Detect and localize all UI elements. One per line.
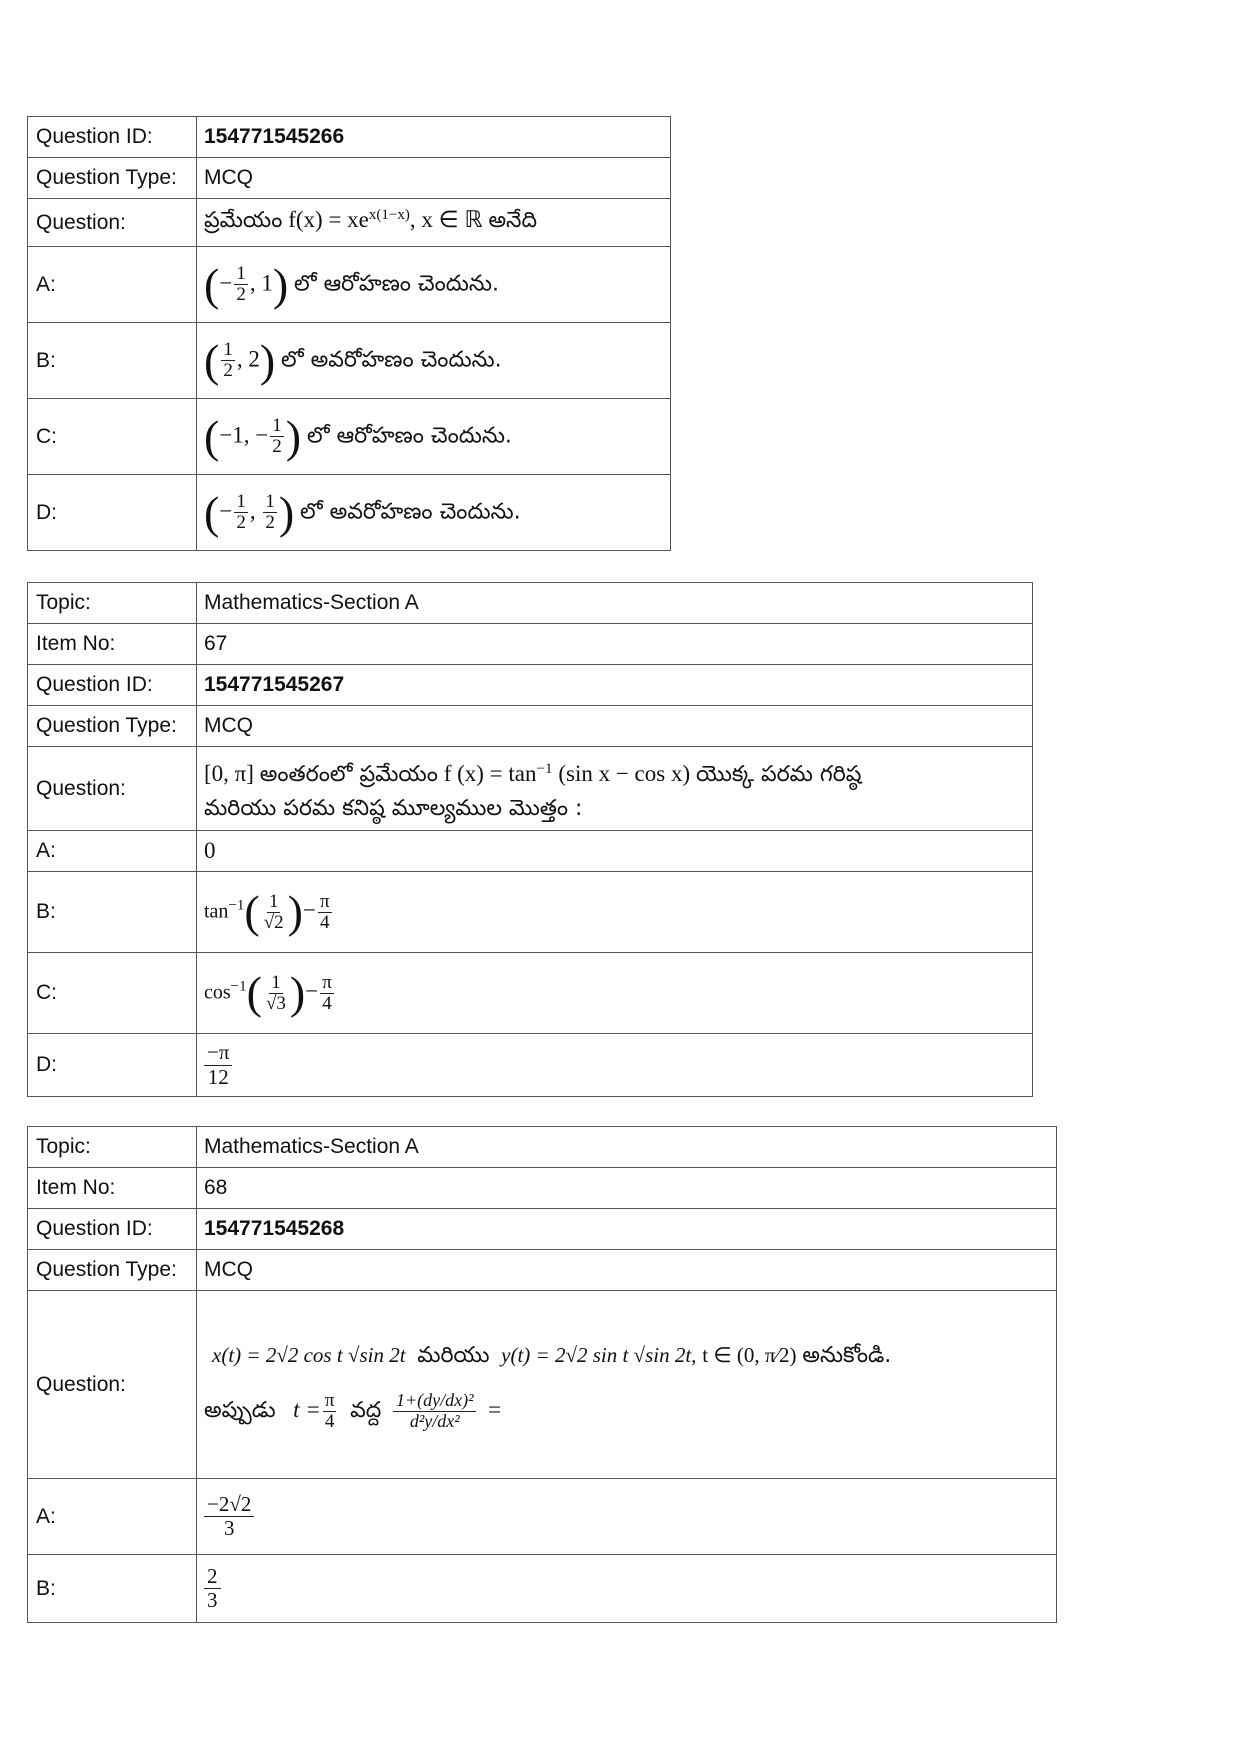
item-no-value: 67 [197, 624, 1033, 665]
question-text-1: అంతరంలో ప్రమేయం [259, 761, 438, 787]
label-question-id: Question ID: [28, 117, 197, 158]
label-question-id: Question ID: [28, 665, 197, 706]
label-option-c: C: [28, 953, 197, 1034]
question-sup: −1 [536, 760, 553, 777]
label-option-c: C: [28, 399, 197, 475]
label-topic: Topic: [28, 1127, 197, 1168]
option-a [197, 1479, 1057, 1555]
option-a [197, 831, 1033, 872]
option-c-fraction: $\frac{1}{2}$ [272, 415, 282, 457]
question-at: వద్ద [350, 1398, 382, 1424]
question-then: అప్పుడు [204, 1398, 276, 1424]
option-d-math-pre: − [219, 498, 233, 524]
question-t-range: t ∈ (0, π⁄2) [702, 1343, 797, 1368]
label-option-b: B: [28, 323, 197, 399]
option-b: ( $\frac{1}{2}$ , 2) లో అవరోహణం చెందును. [197, 323, 671, 399]
question-x-def: x(t) = 2√2 cos t √sin 2t [212, 1343, 406, 1368]
question-table-3 [27, 1126, 1057, 1623]
option-c: (−1, − $\frac{1}{2}$ ) లో ఆరోహణం చెందును. [197, 399, 671, 475]
option-b-sup: −1 [228, 897, 245, 914]
question-math: f(x) = xe [288, 207, 369, 232]
option-c-text: లో ఆరోహణం చెందును. [306, 423, 512, 449]
label-option-b: B: [28, 1555, 197, 1623]
topic-value: Mathematics-Section A [197, 1127, 1057, 1168]
label-item-no: Item No: [28, 624, 197, 665]
option-c-math-pre: −1, − [219, 422, 269, 448]
label-option-d: D: [28, 475, 197, 551]
question-id-value: 154771545268 [197, 1209, 1057, 1250]
option-b-fn: tan [204, 900, 229, 923]
question-type-value: MCQ [197, 1250, 1057, 1291]
option-d-fraction-2: $\frac{1}{2}$ [265, 491, 275, 533]
option-a: (− $\frac{1}{2}$ , 1) లో ఆరోహణం చెందును. [197, 247, 671, 323]
option-d-fraction-1: $\frac{1}{2}$ [236, 491, 246, 533]
topic-value: Mathematics-Section A [197, 583, 1033, 624]
question-type-value: MCQ [197, 706, 1033, 747]
question-math: f (x) = tan [443, 760, 537, 786]
option-b-minus: − [303, 897, 316, 923]
label-question: Question: [28, 1291, 197, 1479]
option-c-minus: − [305, 978, 319, 1004]
question-t-eq: t = [293, 1397, 321, 1423]
option-b-fraction: $\frac{2}{3}$ [204, 1565, 221, 1612]
label-question: Question: [28, 747, 197, 831]
option-d-fraction: $\frac{-\pi}{12}$ [204, 1041, 232, 1088]
option-b-fraction: $\frac{1}{2}$ [223, 339, 233, 381]
option-d-text: లో అవరోహణం చెందును. [299, 499, 521, 525]
question-id-value: 154771545266 [197, 117, 671, 158]
option-a-math-post: , 1 [249, 270, 273, 296]
label-item-no: Item No: [28, 1168, 197, 1209]
question-text-2: యొక్క పరమ గరిష్ఠ [695, 761, 862, 787]
question-id-value: 154771545267 [197, 665, 1033, 706]
question-equals: = [488, 1397, 502, 1423]
question-suffix: అనేది [488, 208, 538, 233]
question-prefix: ప్రమేయం [204, 208, 283, 233]
option-d [197, 1034, 1033, 1097]
question-y-def: y(t) = 2√2 sin t √sin 2t, [501, 1343, 697, 1368]
option-c-fraction-1: $\frac{1}{√3}$ [265, 971, 286, 1014]
question-and: మరియు [417, 1343, 490, 1369]
label-question-type: Question Type: [28, 1250, 197, 1291]
option-a-value: 0 [204, 838, 216, 863]
option-a-fraction: $\frac{1}{2}$ [236, 263, 246, 305]
option-c-fraction-2: $\frac{\pi}{4}$ [322, 971, 332, 1014]
question-t-fraction: $\frac{\pi}{4}$ [324, 1390, 335, 1432]
item-no-value: 68 [197, 1168, 1057, 1209]
label-option-a: A: [28, 831, 197, 872]
label-option-b: B: [28, 872, 197, 953]
option-b-math-post: , 2 [236, 346, 260, 372]
question-math-2: (sin x − cos x) [558, 760, 691, 786]
question-text-1: అనుకోండి. [802, 1343, 892, 1369]
question-table-2 [27, 582, 1033, 1097]
option-d: (− $\frac{1}{2}$ , $\frac{1}{2}$ ) లో అవరోహణం చెందును. [197, 475, 671, 551]
question-interval: [0, π] [204, 760, 254, 786]
option-c-sup: −1 [230, 978, 247, 995]
label-question-id: Question ID: [28, 1209, 197, 1250]
option-c: $\cos^{-1}$( $\frac{1}{√3}$ )− $\frac{\pi}{4}$ [197, 953, 1033, 1034]
question-table-1 [27, 116, 671, 551]
question-type-value: MCQ [197, 158, 671, 199]
option-a-math-pre: − [219, 270, 233, 296]
option-a-fraction: $\frac{-2√2}{3}$ [204, 1493, 254, 1540]
label-option-d: D: [28, 1034, 197, 1097]
question-main-fraction: $\frac{\text{1+(dy/dx)²}}{\text{d²y/dx²}}$ [393, 1391, 477, 1432]
question-text [197, 199, 671, 247]
label-topic: Topic: [28, 583, 197, 624]
option-a-text: లో ఆరోహణం చెందును. [293, 271, 499, 297]
option-b: $\tan^{-1}$( $\frac{1}{√2}$ )− $\frac{\pi}{4}$ [197, 872, 1033, 953]
label-option-a: A: [28, 247, 197, 323]
option-c-fn: cos [204, 981, 231, 1004]
label-question: Question: [28, 199, 197, 247]
question-math-2: , x ∈ ℝ [409, 207, 483, 232]
label-question-type: Question Type: [28, 706, 197, 747]
question-text [197, 747, 1033, 831]
option-b-text: లో అవరోహణం చెందును. [281, 347, 502, 373]
question-exponent: x(1−x) [368, 207, 410, 223]
label-option-a: A: [28, 1479, 197, 1555]
option-b-fraction-2: $\frac{\pi}{4}$ [319, 890, 330, 933]
option-b [197, 1555, 1057, 1623]
option-d-math-mid: , [249, 498, 262, 524]
option-b-fraction-1: $\frac{1}{√2}$ [263, 890, 284, 933]
question-line-2: మరియు పరమ కనిష్ఠ మూల్యముల మొత్తం : [204, 795, 583, 821]
question-text [197, 1291, 1057, 1479]
label-question-type: Question Type: [28, 158, 197, 199]
